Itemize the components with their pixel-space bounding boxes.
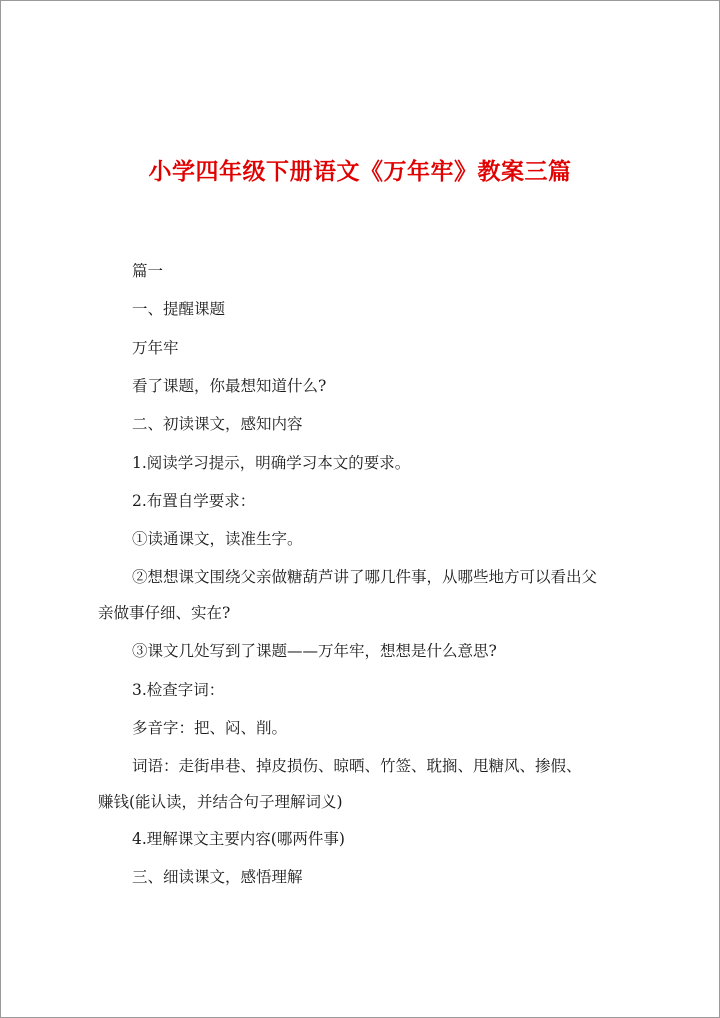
paragraph: 多音字：把、闷、削。 <box>132 719 288 737</box>
outline-heading: 二、初读课文，感知内容 <box>132 415 303 433</box>
paragraph: 3.检查字词： <box>132 681 225 699</box>
paragraph: ①读通课文，读准生字。 <box>132 530 303 548</box>
document-title: 小学四年级下册语文《万年牢》教案三篇 <box>148 158 572 185</box>
paragraph: 看了课题，你最想知道什么? <box>132 377 327 395</box>
paragraph: 4.理解课文主要内容(哪两件事) <box>132 830 345 848</box>
paragraph: ②想想课文围绕父亲做糖葫芦讲了哪几件事，从哪些地方可以看出父 <box>132 568 598 586</box>
paragraph: 1.阅读学习提示，明确学习本文的要求。 <box>132 454 411 472</box>
paragraph-continuation: 亲做事仔细、实在? <box>98 604 231 622</box>
paragraph-continuation: 赚钱(能认读，并结合句子理解词义) <box>98 793 343 811</box>
paragraph: 万年牢 <box>132 339 179 357</box>
outline-heading: 一、提醒课题 <box>132 300 226 318</box>
section-heading: 篇一 <box>132 262 164 280</box>
paragraph: 2.布置自学要求： <box>132 492 256 510</box>
paragraph: ③课文几处写到了课题——万年牢，想想是什么意思? <box>132 642 497 660</box>
outline-heading: 三、细读课文，感悟理解 <box>132 868 303 886</box>
paragraph: 词语：走街串巷、掉皮损伤、晾晒、竹签、耽搁、甩糖风、掺假、 <box>132 757 582 775</box>
